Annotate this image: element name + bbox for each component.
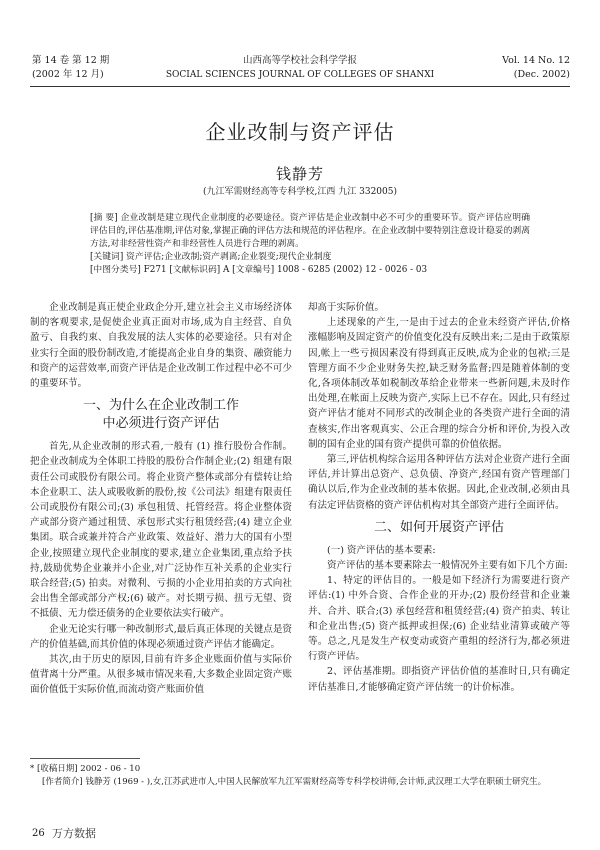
paragraph: 资产评估的基本要素除去一般情况外主要有如下几个方面: [327,560,568,572]
watermark: 万方数据 [52,827,96,840]
date-en: (Dec. 2002) [513,69,570,80]
paragraph: 第三,评估机构综合运用各种评估方法对企业资产进行全面评估,并计算出总资产、总负债、净资产,经国有资产管理部门确认以后,作为企业改制的基本依据。因此,企业改制,必须由具有法定评估资格的资产评估机构对其全部资产进行全面评估。 [308,454,570,511]
paragraph: 却高于实际价值。 [308,302,385,313]
footnote-rule [30,758,140,759]
date-cn: (2002 年 12 月) [32,69,104,80]
right-column [308,300,570,695]
author-bio: [作者简介] 钱静芳 (1969 - ),女,江苏武进市人,中国人民解放军九江军需财经高等专科学校讲师,会计师,武汉理工大学在职硕士研究生。 [42,777,547,787]
paragraph: 企业无论实行哪一种改制形式,最后真正体现的关键点是资产的价值基础,而其价值的体现必须通过资产评估才能确定。 [30,623,292,650]
header-rule [30,86,570,87]
paragraph: 上述现象的产生,一是由于过去的企业未经资产评估,价格涨幅影响及固定资产的价值变化没有反映出来;二是由于政策原因,帐上一些亏损因素没有得到真正反映,成为企业的包袱;三是管理方面不少企业财务失控,缺乏财务监督;四是随着体制的变化,各项体制改革如税制改革给企业带来一些新问题,未及时作出处理,在帐面上反映为资产,实际上已不存在。因此,只有经过资产评估才能对不同形式的改制企业的各类资产进行全面的清查核实,作出客观真实、公正合理的综合分析和评价,为投入改制的国有企业的国有资产提供可靠的价值依据。 [308,317,570,450]
abstract-block [90,212,530,277]
section-heading-1: 一、为什么在企业改制工作 中必须进行资产评估 [82,398,239,432]
paragraph: 其次,由于历史的原因,目前有许多企业账面价值与实际价值背离十分严重。从很多城市情况来看,大多数企业固定资产账面价值低于实际价值,而流动资产账面价值 [30,654,292,696]
keywords: [关键词] 资产评估;企业改制;资产剥离;企业裂变;现代企业制度 [90,252,332,262]
article-title: 企业改制与资产评估 [205,120,395,144]
journal-title-en: SOCIAL SCIENCES JOURNAL OF COLLEGES OF SHANXI [165,70,435,80]
paragraph: 企业改制是真正使企业政企分开,建立社会主义市场经济体制的客观要求,是促使企业真正面对市场,成为自主经营、自负盈亏、自我约束、自我发展的法人实体的必要途径。只有对企业实行全面的股份制改造,才能提高企业自身的集资、融资能力和资产的运营效率,而资产评估是企业改制工作过程中必不可少的重要环节。 [30,302,292,390]
author-affiliation: (九江军需财经高等专科学校,江西 九江 332005) [203,187,397,197]
footnote [30,763,570,789]
volume-issue-en: Vol. 14 No. 12 [502,55,570,66]
left-column [30,300,292,698]
journal-title-cn: 山西高等学校社会科学学报 [242,55,357,66]
paragraph: 2、评估基准期。即指资产评估价值的基准时日,只有确定评估基准日,才能够确定资产评估统一的计价标准。 [308,666,570,693]
subheading: (一) 资产评估的基本要素: [327,544,436,556]
classification-line: [中图分类号] F271 [文献标识码] A [文章编号] 1008 - 6285 (2002) 12 - 0026 - 03 [90,265,428,275]
page-number: 26 [32,828,45,839]
received-date: * [收稿日期] 2002 - 06 - 10 [30,764,141,774]
paragraph: 1、特定的评估目的。一般是如下经济行为需要进行资产评估:(1) 中外合资、合作企业的开办;(2) 股份经营和企业兼并、合并、联合;(3) 承包经营和租赁经营;(4) 资产拍卖、转让和企业出售;(5) 资产抵押或担保;(6) 企业结业清算或破产等等。总之,凡是发生产权变动或资产重组的经济行为,都必须进行资产评估。 [308,575,570,663]
author-name: 钱静芳 [275,165,324,183]
paragraph: 首先,从企业改制的形式看,一般有 (1) 推行股份合作制。把企业改制成为全体职工持股的股份合作制企业;(2) 组建有限责任公司或股份有限公司。将企业资产整体或部分有偿转让给本企业职工、法人或吸收新的股份,按《公司法》组建有限责任公司或股份有限公司;(3) 承包租赁、托管经营。将企业整体资产或部分资产通过租赁、承包形式实行租赁经营;(4) 建立企业集团。联合或兼并符合产业政策、效益好、潜力大的国有小型企业,按照建立现代企业制度的要求,建立企业集团,重点给予扶持,鼓励优势企业兼并小企业,对广泛协作互补关系的企业实行联合经营;(5) 拍卖。对微利、亏损的小企业用拍卖的方式向社会出售全部或部分产权;(6) 破产。对长期亏损、扭亏无望、资不抵债、无力偿还债务的企业要依法实行破产。 [30,441,292,620]
abstract-text: [摘 要] 企业改制是建立现代企业制度的必要途径。资产评估是企业改制中必不可少的重要环节。资产评估应明确评估目的,评估基准期,评估对象,掌握正确的评估方法和规范的评估程序。在企业改制中要特别注意设计稳妥的剥离方法,对非经营性资产和非经营性人员进行合理的剥离。 [90,213,530,249]
volume-issue-cn: 第 14 卷 第 12 期 [32,55,110,66]
section-heading-2: 二、如何开展资产评估 [373,519,504,535]
